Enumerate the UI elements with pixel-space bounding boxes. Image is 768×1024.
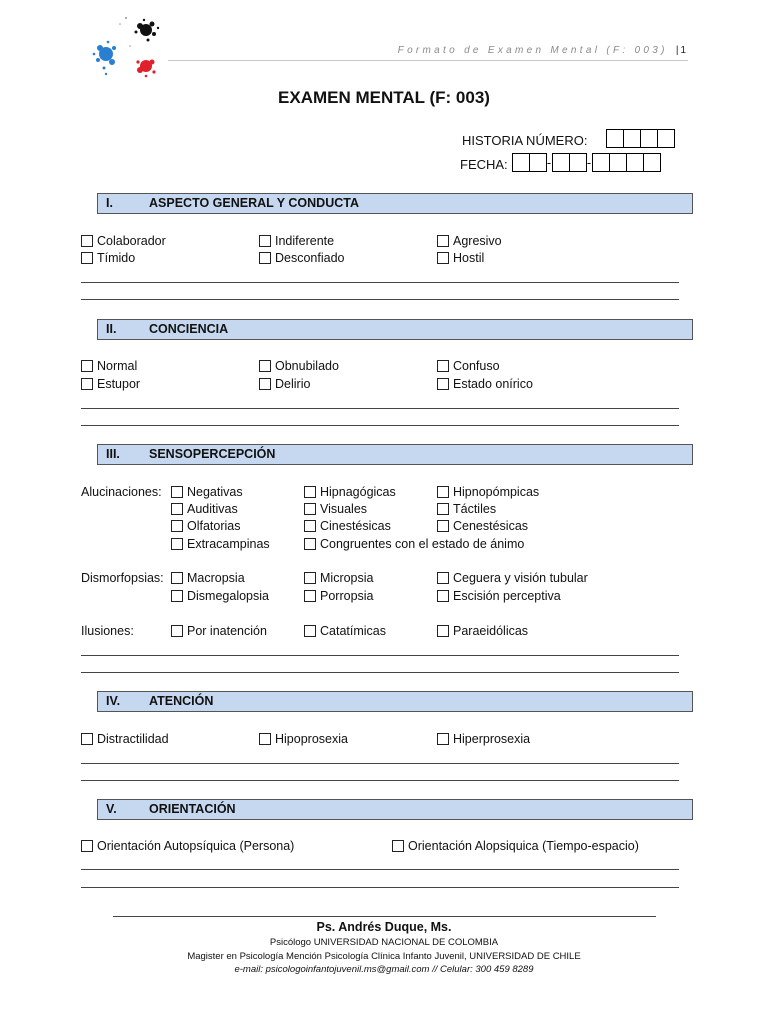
notes-line[interactable] xyxy=(81,887,679,888)
checkbox-hiperprosexia[interactable]: Hiperprosexia xyxy=(437,732,530,746)
notes-line[interactable] xyxy=(81,780,679,781)
checkbox-hipoprosexia[interactable]: Hipoprosexia xyxy=(259,732,348,746)
checkbox-agresivo[interactable]: Agresivo xyxy=(437,234,502,248)
fecha-label: FECHA: xyxy=(460,157,508,172)
section-atencion: IV. ATENCIÓN xyxy=(97,691,693,712)
signer-credential-1: Psicólogo UNIVERSIDAD NACIONAL DE COLOMBIA xyxy=(269,937,499,948)
section-conciencia: II. CONCIENCIA xyxy=(97,319,693,340)
checkbox-hipnagogicas[interactable]: Hipnagógicas xyxy=(304,485,396,499)
checkbox-dismegalopsia[interactable]: Dismegalopsia xyxy=(171,589,269,603)
section-sensopercepcion: III. SENSOPERCEPCIÓN xyxy=(97,444,693,465)
checkbox-orientacion-alopsiquica[interactable]: Orientación Alopsiquica (Tiempo-espacio) xyxy=(392,839,639,853)
checkbox-por-inatencion[interactable]: Por inatención xyxy=(171,624,267,638)
checkbox-timido[interactable]: Tímido xyxy=(81,251,135,265)
checkbox-catatimicas[interactable]: Catatímicas xyxy=(304,624,386,638)
checkbox-delirio[interactable]: Delirio xyxy=(259,377,310,391)
checkbox-escision-perceptiva[interactable]: Escisión perceptiva xyxy=(437,589,561,603)
checkbox-desconfiado[interactable]: Desconfiado xyxy=(259,251,345,265)
checkbox-hostil[interactable]: Hostil xyxy=(437,251,484,265)
checkbox-micropsia[interactable]: Micropsia xyxy=(304,571,374,585)
checkbox-visuales[interactable]: Visuales xyxy=(304,502,367,516)
checkbox-olfatorias[interactable]: Olfatorias xyxy=(171,519,241,533)
page-title: EXAMEN MENTAL (F: 003) xyxy=(278,88,490,107)
checkbox-tactiles[interactable]: Táctiles xyxy=(437,502,496,516)
checkbox-paraeidolicas[interactable]: Paraeidólicas xyxy=(437,624,528,638)
checkbox-normal[interactable]: Normal xyxy=(81,359,137,373)
paint-splatter-logo xyxy=(86,12,166,92)
checkbox-cenestesicas[interactable]: Cenestésicas xyxy=(437,519,528,533)
checkbox-obnubilado[interactable]: Obnubilado xyxy=(259,359,339,373)
header-rule xyxy=(168,60,688,61)
checkbox-macropsia[interactable]: Macropsia xyxy=(171,571,245,585)
checkbox-ceguera-vision-tubular[interactable]: Ceguera y visión tubular xyxy=(437,571,588,585)
signature-line xyxy=(113,916,656,917)
checkbox-auditivas[interactable]: Auditivas xyxy=(171,502,238,516)
signer-credential-2: Magister en Psicología Mención Psicología Clínica Infanto Juvenil, UNIVERSIDAD DE CHILE xyxy=(187,951,581,962)
notes-line[interactable] xyxy=(81,408,679,409)
dismorfopsias-label: Dismorfopsias: xyxy=(81,571,164,585)
notes-line[interactable] xyxy=(81,655,679,656)
checkbox-estado-onirico[interactable]: Estado onírico xyxy=(437,377,533,391)
section-orientacion: V. ORIENTACIÓN xyxy=(97,799,693,820)
checkbox-indiferente[interactable]: Indiferente xyxy=(259,234,334,248)
checkbox-orientacion-autopsiquica[interactable]: Orientación Autopsíquica (Persona) xyxy=(81,839,294,853)
ilusiones-label: Ilusiones: xyxy=(81,624,134,638)
checkbox-colaborador[interactable]: Colaborador xyxy=(81,234,166,248)
running-header: Formato de Examen Mental (F: 003) | 1 xyxy=(397,45,686,56)
signer-name: Ps. Andrés Duque, Ms. xyxy=(316,920,452,934)
checkbox-congruentes[interactable]: Congruentes con el estado de ánimo xyxy=(304,537,524,551)
checkbox-estupor[interactable]: Estupor xyxy=(81,377,140,391)
alucinaciones-label: Alucinaciones: xyxy=(81,485,162,499)
checkbox-porropsia[interactable]: Porropsia xyxy=(304,589,374,603)
checkbox-extracampinas[interactable]: Extracampinas xyxy=(171,537,270,551)
notes-line[interactable] xyxy=(81,282,679,283)
checkbox-hipnopompicas[interactable]: Hipnopómpicas xyxy=(437,485,539,499)
notes-line[interactable] xyxy=(81,763,679,764)
notes-line[interactable] xyxy=(81,672,679,673)
page-number: 1 xyxy=(680,45,686,56)
historia-label: HISTORIA NÚMERO: xyxy=(462,133,588,148)
checkbox-cinestesicas[interactable]: Cinestésicas xyxy=(304,519,391,533)
checkbox-distractilidad[interactable]: Distractilidad xyxy=(81,732,169,746)
historia-number-boxes[interactable] xyxy=(606,129,674,148)
notes-line[interactable] xyxy=(81,425,679,426)
fecha-boxes[interactable]: - - xyxy=(512,153,660,172)
notes-line[interactable] xyxy=(81,869,679,870)
notes-line[interactable] xyxy=(81,299,679,300)
section-aspecto-general: I. ASPECTO GENERAL Y CONDUCTA xyxy=(97,193,693,214)
signer-contact: e-mail: psicologoinfantojuvenil.ms@gmail.com // Celular: 300 459 8289 xyxy=(234,964,534,975)
checkbox-confuso[interactable]: Confuso xyxy=(437,359,500,373)
checkbox-negativas[interactable]: Negativas xyxy=(171,485,243,499)
